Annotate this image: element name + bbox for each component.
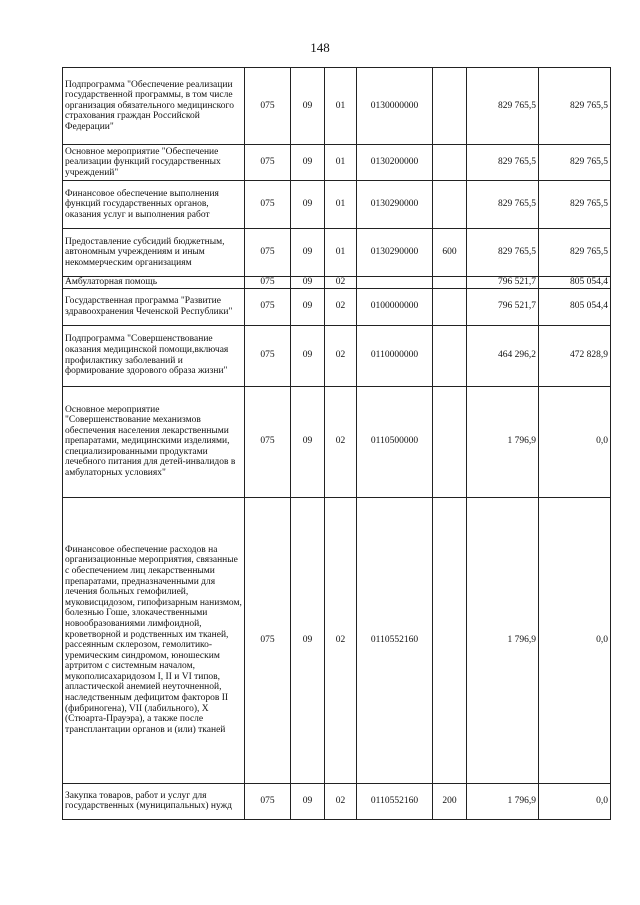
amount-year-2: 829 765,5: [539, 145, 611, 181]
target-article-code: 0110552160: [357, 497, 433, 783]
table-row: [63, 68, 611, 145]
target-article-code: 0100000000: [357, 288, 433, 325]
section-code: 09: [291, 783, 325, 819]
section-code: 09: [291, 68, 325, 145]
ministry-code: 075: [245, 277, 291, 289]
subsection-code: 02: [325, 277, 357, 289]
section-code: 09: [291, 277, 325, 289]
amount-year-2: 829 765,5: [539, 229, 611, 277]
ministry-code: 075: [245, 68, 291, 145]
amount-year-2: 0,0: [539, 386, 611, 497]
table-row: [63, 181, 611, 229]
target-article-code: 0130290000: [357, 229, 433, 277]
target-article-code: 0110500000: [357, 386, 433, 497]
amount-year-2: 805 054,4: [539, 288, 611, 325]
amount-year-1: 464 296,2: [467, 325, 539, 386]
expense-type-code: [433, 497, 467, 783]
subsection-code: 02: [325, 288, 357, 325]
row-name: Подпрограмма "Совершенствование оказания медицинской помощи,включая профилактику заболеваний и формирование здорового образа жизни": [63, 325, 245, 386]
row-name: Финансовое обеспечение выполнения функций государственных органов, оказания услуг и выполнения работ: [63, 181, 245, 229]
row-name: Основное мероприятие "Совершенствование механизмов обеспечения населения лекарственными препаратами, медицинскими изделиями, специализированными продуктами лечебного питания для детей-инвалидов в амбулаторных условиях": [63, 386, 245, 497]
table-row: [63, 145, 611, 181]
row-name: Предоставление субсидий бюджетным, автономным учреждениям и иным некоммерческим организациям: [63, 229, 245, 277]
target-article-code: 0130200000: [357, 145, 433, 181]
amount-year-1: 829 765,5: [467, 68, 539, 145]
subsection-code: 01: [325, 145, 357, 181]
target-article-code: 0130290000: [357, 181, 433, 229]
expense-type-code: [433, 386, 467, 497]
amount-year-2: 829 765,5: [539, 68, 611, 145]
expense-type-code: [433, 181, 467, 229]
target-article-code: 0130000000: [357, 68, 433, 145]
expense-type-code: 600: [433, 229, 467, 277]
subsection-code: 02: [325, 386, 357, 497]
amount-year-2: 805 054,4: [539, 277, 611, 289]
section-code: 09: [291, 497, 325, 783]
section-code: 09: [291, 386, 325, 497]
amount-year-1: 1 796,9: [467, 783, 539, 819]
ministry-code: 075: [245, 229, 291, 277]
table-row: [63, 386, 611, 497]
ministry-code: 075: [245, 145, 291, 181]
expense-type-code: [433, 288, 467, 325]
table-row: [63, 277, 611, 289]
target-article-code: 0110552160: [357, 783, 433, 819]
row-name: Финансовое обеспечение расходов на организационные мероприятия, связанные с обеспечением лиц лекарственными препаратами, предназначенными для лечения больных гемофилией, муковисцидозом, гипофизарным нанизмом, болезнью Гоше, злокачественными новообразованиями лимфоидной, кроветворной и родственных им тканей, рассеянным склерозом, гемолитико-уремическим синдромом, юношеским артритом с системным началом, мукополисахаридозом I, II и VI типов, апластической анемией неуточненной, наследственным дефицитом факторов II (фибриногена), VII (лабильного), X (Стюарта-Прауэра), а также после трансплантации органов и (или) тканей: [63, 497, 245, 783]
subsection-code: 02: [325, 325, 357, 386]
amount-year-2: 829 765,5: [539, 181, 611, 229]
row-name: Государственная программа "Развитие здравоохранения Чеченской Республики": [63, 288, 245, 325]
expense-type-code: 200: [433, 783, 467, 819]
ministry-code: 075: [245, 325, 291, 386]
amount-year-1: 1 796,9: [467, 497, 539, 783]
row-name: Закупка товаров, работ и услуг для государственных (муниципальных) нужд: [63, 783, 245, 819]
expense-type-code: [433, 277, 467, 289]
amount-year-1: 796 521,7: [467, 288, 539, 325]
table-row: [63, 229, 611, 277]
subsection-code: 02: [325, 783, 357, 819]
section-code: 09: [291, 325, 325, 386]
amount-year-1: 829 765,5: [467, 181, 539, 229]
subsection-code: 01: [325, 229, 357, 277]
subsection-code: 01: [325, 68, 357, 145]
expense-type-code: [433, 145, 467, 181]
ministry-code: 075: [245, 783, 291, 819]
page-number: 148: [310, 40, 330, 55]
ministry-code: 075: [245, 288, 291, 325]
amount-year-1: 829 765,5: [467, 229, 539, 277]
target-article-code: [357, 277, 433, 289]
amount-year-2: 0,0: [539, 497, 611, 783]
amount-year-1: 796 521,7: [467, 277, 539, 289]
table-row: [63, 783, 611, 819]
expense-type-code: [433, 325, 467, 386]
expense-type-code: [433, 68, 467, 145]
table-row: [63, 288, 611, 325]
subsection-code: 01: [325, 181, 357, 229]
table-row: [63, 325, 611, 386]
subsection-code: 02: [325, 497, 357, 783]
ministry-code: 075: [245, 497, 291, 783]
amount-year-2: 472 828,9: [539, 325, 611, 386]
ministry-code: 075: [245, 181, 291, 229]
row-name: Амбулаторная помощь: [63, 277, 245, 289]
ministry-code: 075: [245, 386, 291, 497]
section-code: 09: [291, 181, 325, 229]
section-code: 09: [291, 145, 325, 181]
table-row: [63, 497, 611, 783]
amount-year-1: 829 765,5: [467, 145, 539, 181]
amount-year-2: 0,0: [539, 783, 611, 819]
row-name: Основное мероприятие "Обеспечение реализации функций государственных учреждений": [63, 145, 245, 181]
amount-year-1: 1 796,9: [467, 386, 539, 497]
target-article-code: 0110000000: [357, 325, 433, 386]
row-name: Подпрограмма "Обеспечение реализации государственной программы, в том числе организация обязательного медицинского страхования граждан Российской Федерации": [63, 68, 245, 145]
budget-table: [62, 67, 611, 820]
section-code: 09: [291, 288, 325, 325]
section-code: 09: [291, 229, 325, 277]
